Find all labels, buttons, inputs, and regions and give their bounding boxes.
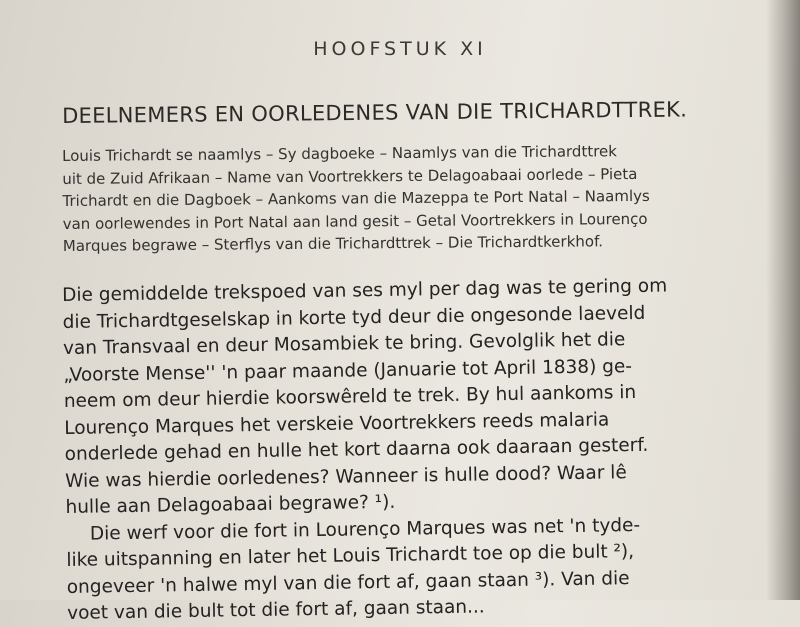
body-line: hulle aan Delagoabaai begrawe? ¹). bbox=[65, 491, 396, 518]
body-paragraphs bbox=[62, 272, 787, 627]
body-line: neem om deur hierdie koorswêreld te trek. By hul aankoms in bbox=[63, 381, 637, 412]
summary-line: Trichardt en die Dagboek – Aankoms van die Mazeppa te Port Natal – Naamlys bbox=[62, 186, 650, 210]
chapter-summary bbox=[62, 139, 763, 258]
body-line: like uitspanning en later het Louis Trichardt toe op die bult ²), bbox=[66, 541, 635, 571]
summary-line: Louis Trichardt se naamlys – Sy dagboeke – Naamlys van die Trichardttrek bbox=[62, 142, 618, 165]
body-line: die Trichardtgeselskap in korte tyd deur die ongesonde laeveld bbox=[62, 302, 646, 333]
body-line: ongeveer 'n halwe myl van die fort af, gaan staan ³). Van die bbox=[66, 567, 630, 598]
body-line: Lourenço Marques het verskeie Voortrekkers reeds malaria bbox=[64, 408, 610, 439]
chapter-heading: HOOFSTUK XI bbox=[313, 38, 487, 60]
summary-line: Marques begrawe – Sterflys van die Trichardttrek – Die Trichardtkerkhof. bbox=[62, 232, 604, 255]
body-line: Die gemiddelde trekspoed van ses myl per dag was te gering om bbox=[62, 275, 668, 306]
body-line: Wie was hierdie oorledenes? Wanneer is hulle dood? Waar lê bbox=[64, 461, 627, 492]
summary-line: van oorlewendes in Port Natal aan land gesit – Getal Voortrekkers in Lourenço bbox=[62, 209, 648, 233]
summary-line: uit de Zuid Afrikaan – Name van Voortrekkers te Delagoabaai oorlede – Pieta bbox=[62, 164, 638, 188]
body-line: voet van die bult tot die fort af, gaan staan... bbox=[67, 596, 485, 624]
body-line: Die werf voor die fort in Lourenço Marques was net 'n tyde- bbox=[89, 514, 641, 545]
body-line: onderlede gehad en hulle het kort daarna ook daaraan gesterf. bbox=[64, 434, 649, 465]
body-line: „Voorste Mense'' 'n paar maande (Januarie tot April 1838) ge- bbox=[63, 355, 633, 386]
section-title: DEELNEMERS EN OORLEDENES VAN DIE TRICHARDTTREK. bbox=[62, 97, 688, 128]
body-line: van Transvaal en deur Mosambiek te bring. Gevolglik het die bbox=[62, 329, 626, 359]
